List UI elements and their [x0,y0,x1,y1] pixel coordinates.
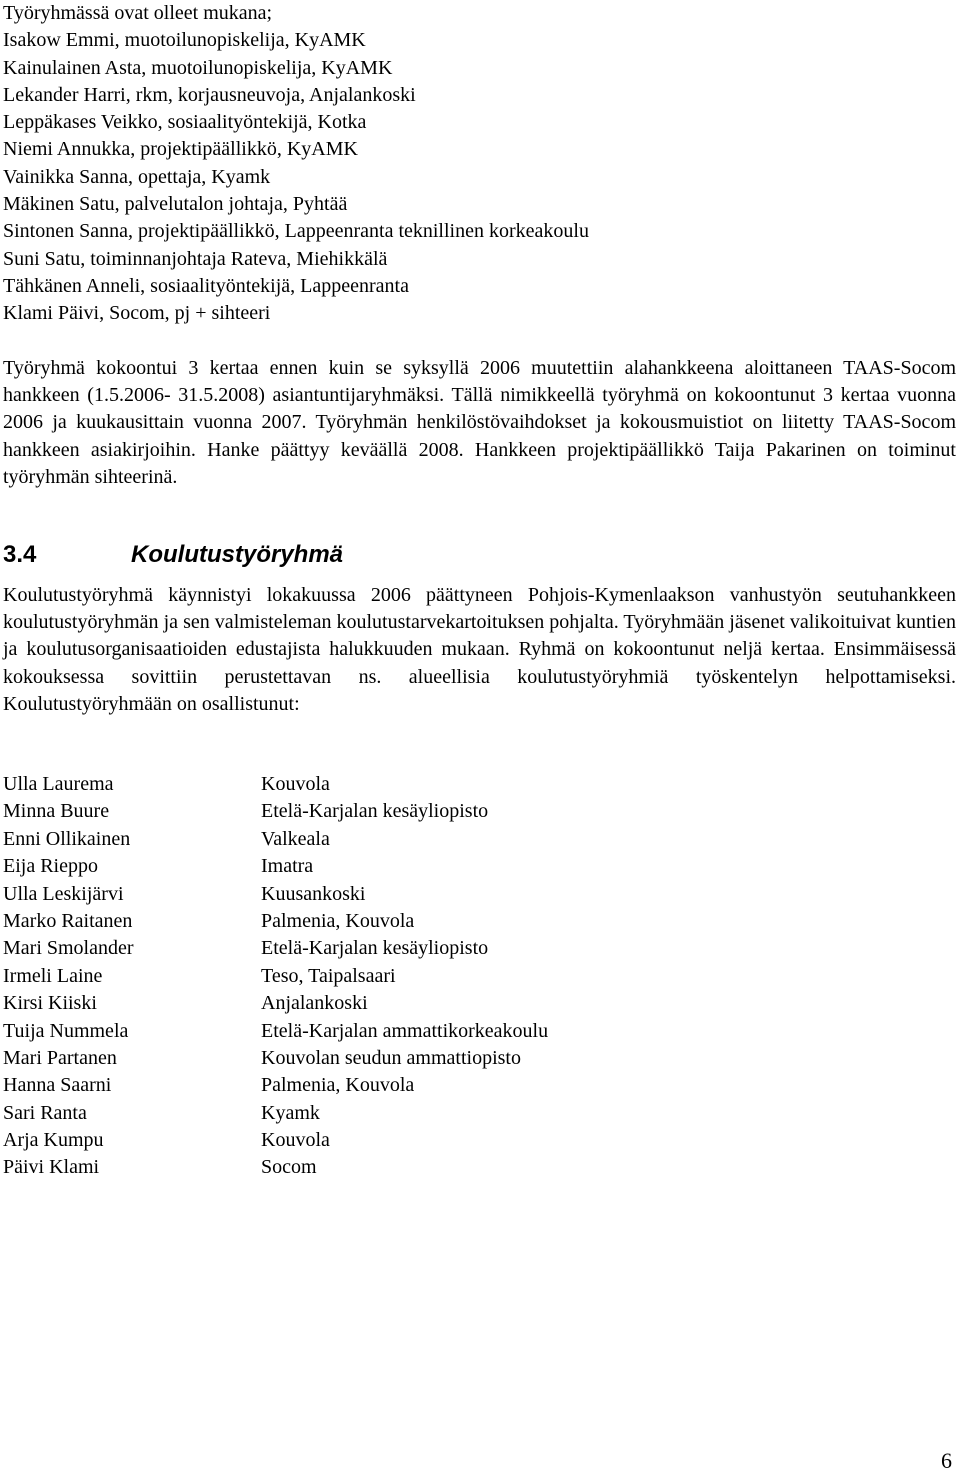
working-group-paragraph: Työryhmä kokoontui 3 kertaa ennen kuin se syksyllä 2006 muutettiin alahankkeena aloittaneen TAAS-Socom hankkeen (1.5.2006- 31.5.2008) asiantuntijaryhmäksi. Tällä nimikkeellä työryhmä on kokoontunut 3 kertaa vuonna 2006 ja kuukausittain vuonna 2007. Työryhmän henkilöstövaihdokset ja kokousmuistiot on liitetty TAAS-Socom hankkeen asiakirjoihin. Hanke päättyy keväällä 2008. Hankkeen projektipäällikkö Taija Pakarinen on toiminut työryhmän sihteerinä. [3,357,956,488]
member-line: Klami Päivi, Socom, pj + sihteeri [3,302,271,325]
member-line: Lekander Harri, rkm, korjausneuvoja, Anjalankoski [3,83,416,106]
participant-row [3,1100,943,1127]
member-line: Mäkinen Satu, palvelutalon johtaja, Pyhtää [3,193,348,216]
participant-place: Kouvola [261,773,330,795]
participant-name: Tuija Nummela [3,1019,129,1042]
participant-place: Palmenia, Kouvola [261,909,415,932]
participant-place: Kyamk [261,1101,320,1124]
participant-row [3,990,943,1017]
member-line: Vainikka Sanna, opettaja, Kyamk [3,165,271,188]
participant-place: Kouvola [261,1129,330,1152]
participant-name: Päivi Klami [3,1156,100,1179]
members-intro: Työryhmässä ovat olleet mukana; [3,2,273,24]
participant-place: Anjalankoski [261,992,368,1015]
section-heading [3,537,343,573]
member-line: Leppäkases Veikko, sosiaalityöntekijä, Kotka [3,111,367,134]
working-group-members [3,0,943,328]
section-title: Koulutustyöryhmä [131,541,344,568]
participant-name: Arja Kumpu [3,1129,104,1152]
member-line: Kainulainen Asta, muotoilunopiskelija, KyAMK [3,56,393,79]
participant-name: Ulla Laurema [3,773,114,795]
participant-row [3,1127,943,1154]
participant-name: Minna Buure [3,800,110,823]
participant-row [3,963,943,990]
member-line: Tähkänen Anneli, sosiaalityöntekijä, Lappeenranta [3,274,409,297]
participant-row [3,1154,943,1181]
participant-place: Valkeala [261,827,330,850]
participant-place: Etelä-Karjalan ammattikorkeakoulu [261,1019,549,1042]
participant-name: Kirsi Kiiski [3,992,97,1015]
participant-name: Mari Partanen [3,1046,117,1069]
participant-place: Palmenia, Kouvola [261,1074,415,1097]
participant-name: Eija Rieppo [3,855,98,878]
participant-place: Etelä-Karjalan kesäyliopisto [261,800,489,823]
member-line: Isakow Emmi, muotoilunopiskelija, KyAMK [3,29,366,52]
participant-row [3,1045,943,1072]
member-line: Niemi Annukka, projektipäällikkö, KyAMK [3,138,358,161]
member-line: Sintonen Sanna, projektipäällikkö, Lappeenranta teknillinen korkeakoulu [3,220,589,243]
participant-row [3,853,943,880]
section-number: 3.4 [3,541,37,568]
participant-row [3,798,943,825]
participant-name: Mari Smolander [3,937,134,960]
participant-place: Teso, Taipalsaari [261,964,396,987]
participant-place: Kuusankoski [261,882,366,905]
participant-row [3,1072,943,1099]
participant-place: Imatra [261,855,314,878]
participant-row [3,826,943,853]
member-line: Suni Satu, toiminnanjohtaja Rateva, Miehikkälä [3,247,388,270]
participant-name: Sari Ranta [3,1101,87,1124]
participant-place: Socom [261,1156,317,1179]
participant-place: Etelä-Karjalan kesäyliopisto [261,937,489,960]
participant-name: Marko Raitanen [3,909,133,932]
participants-list [3,771,943,1182]
participant-row [3,1018,943,1045]
participant-name: Hanna Saarni [3,1074,112,1097]
participant-row [3,881,943,908]
participant-name: Ulla Leskijärvi [3,882,124,905]
participant-name: Irmeli Laine [3,964,103,987]
page-number: 6 [941,1448,952,1473]
participant-row [3,908,943,935]
participant-name: Enni Ollikainen [3,827,131,850]
training-group-paragraph: Koulutustyöryhmä käynnistyi lokakuussa 2006 päättyneen Pohjois-Kymenlaakson vanhustyön seutuhankkeen koulutustyöryhmän ja sen valmisteleman koulutustarvekartoituksen pohjalta. Työryhmään jäsenet valikoituivat kuntien ja koulutusorganisaatioiden edustajista halukkuuden mukaan. Ryhmä on kokoontunut neljä kertaa. Ensimmäisessä kokouksessa sovittiin perustettavan ns. alueellisia koulutustyöryhmiä työskentelyn helpottamiseksi. Koulutustyöryhmään on osallistunut: [3,584,956,715]
participant-row [3,935,943,962]
participant-row [3,771,943,798]
participant-place: Kouvolan seudun ammattiopisto [261,1046,521,1069]
